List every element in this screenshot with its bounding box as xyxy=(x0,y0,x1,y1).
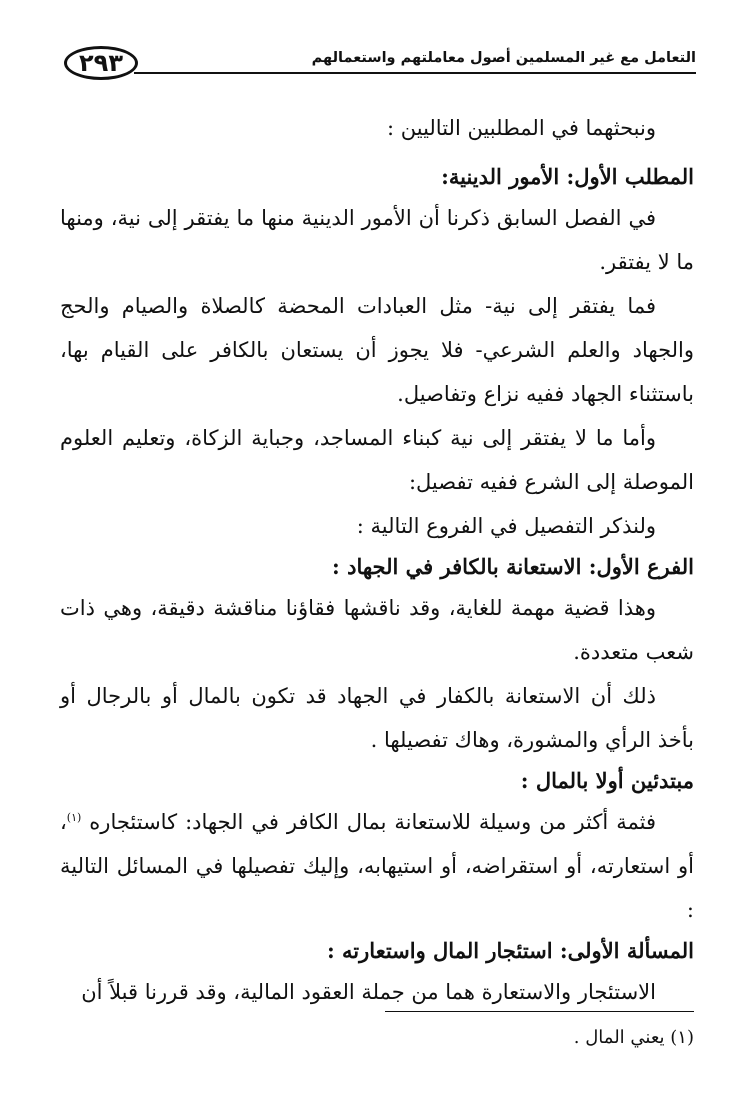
section-heading-religious: المطلب الأول: الأمور الدينية: xyxy=(441,164,694,189)
running-title: التعامل مع غير المسلمين أصول معاملتهم واستعمالهم xyxy=(311,50,696,66)
page-body xyxy=(60,106,694,1014)
footnote xyxy=(574,1027,694,1048)
paragraph: فما يفتقر إلى نية- مثل العبادات المحضة كالصلاة والصيام والحج والجهاد والعلم الشرعي- فلا يجوز أن يستعان بالكافر على القيام بها، باستثناء الجهاد ففيه نزاع وتفاصيل. xyxy=(60,294,694,406)
paragraph-with-footnote xyxy=(60,800,694,932)
paragraph: في الفصل السابق ذكرنا أن الأمور الدينية منها ما يفتقر إلى نية، ومنها ما لا يفتقر. xyxy=(60,206,694,274)
issue-heading-text: استئجار المال واستعارته : xyxy=(326,938,560,963)
intro-paragraph: ونبحثهما في المطلبين التاليين : xyxy=(387,116,656,140)
heading-money: مبتدئين أولا بالمال : xyxy=(520,768,694,793)
footnote-marker: (١) xyxy=(670,1027,694,1048)
paragraph: الاستئجار والاستعارة هما من جملة العقود المالية، وقد قررنا قبلاً أن xyxy=(81,980,656,1004)
footnote-rule xyxy=(385,1011,694,1012)
subsection-heading-jihad: الفرع الأول: الاستعانة بالكافر في الجهاد : xyxy=(332,554,694,579)
paragraph: ولنذكر التفصيل في الفروع التالية : xyxy=(356,514,656,538)
paragraph-text: ، أو استعارته، أو استقراضه، أو استيهابه، وإليك تفصيلها في المسائل التالية : xyxy=(60,810,694,922)
paragraph: ذلك أن الاستعانة بالكفار في الجهاد قد تكون بالمال أو بالرجال أو بأخذ الرأي والمشورة، وهاك تفصيلها . xyxy=(60,684,694,752)
footnote-text: يعني المال . xyxy=(573,1027,665,1048)
header-rule xyxy=(134,72,696,74)
page-header xyxy=(64,44,696,84)
issue-heading xyxy=(60,932,694,970)
paragraph-text: فثمة أكثر من وسيلة للاستعانة بمال الكافر في الجهاد: كاستئجاره xyxy=(81,810,656,834)
footnote-ref[interactable]: (١) xyxy=(66,811,82,824)
paragraph: وأما ما لا يفتقر إلى نية كبناء المساجد، وجباية الزكاة، وتعليم العلوم الموصلة إلى الشرع ففيه تفصيل: xyxy=(60,426,694,494)
paragraph: وهذا قضية مهمة للغاية، وقد ناقشها فقاؤنا مناقشة دقيقة، وهي ذات شعب متعددة. xyxy=(60,596,694,664)
page-number: ٢٩٣ xyxy=(64,46,138,80)
issue-heading-lead: المسألة الأولى: xyxy=(559,938,694,963)
